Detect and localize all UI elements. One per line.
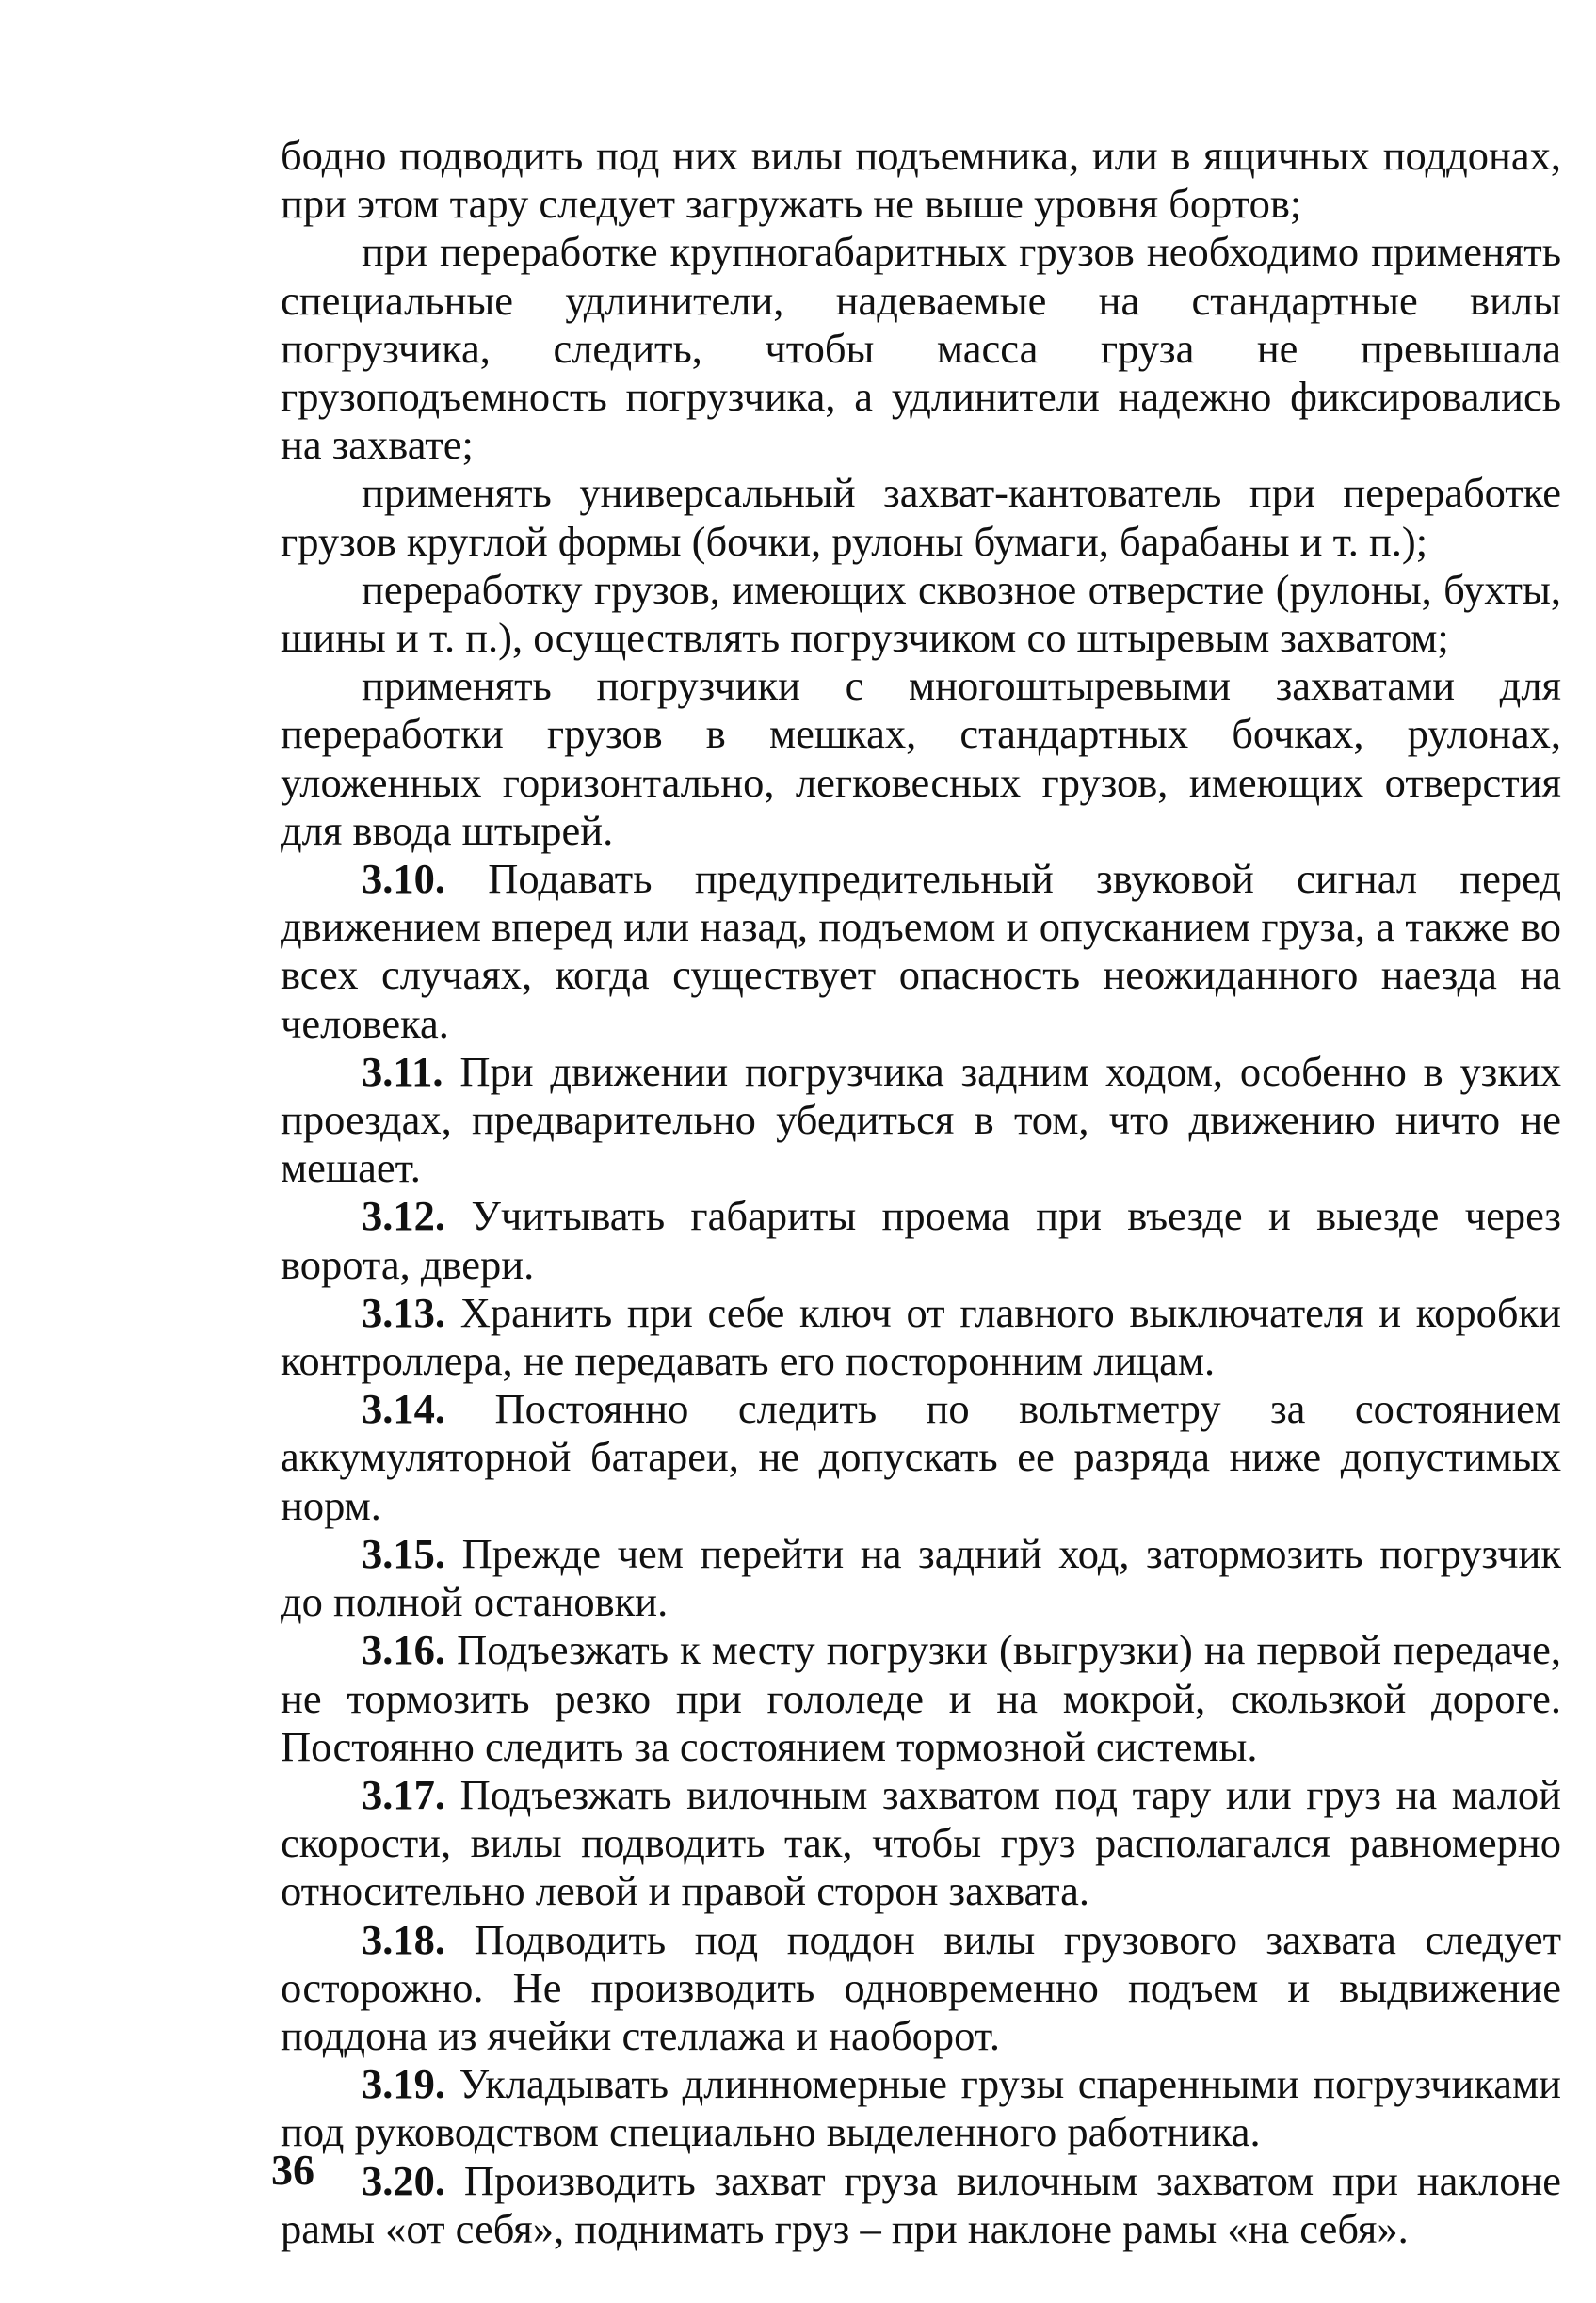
paragraph-text: Хранить при себе ключ от главного выключателя и коробки контроллера, не передавать его посторонним лицам.: [281, 1288, 1561, 1385]
paragraph-text: переработку грузов, имеющих сквозное отверстие (рулоны, бухты, шины и т. п.), осуществлять погрузчиком со штыревым захватом;: [281, 565, 1561, 662]
paragraph-3-15: [281, 1530, 1561, 1626]
paragraph-text: Укладывать длинномерные грузы спаренными погрузчиками под руководством специально выделенного работника.: [281, 2060, 1561, 2156]
clause-number: 3.19.: [362, 2060, 445, 2108]
paragraph: [281, 662, 1561, 855]
clause-number: 3.10.: [362, 855, 445, 903]
paragraph: [281, 566, 1561, 662]
paragraph-3-17: [281, 1771, 1561, 1916]
clause-number: 3.15.: [362, 1529, 445, 1577]
paragraph-text: Подъезжать вилочным захватом под тару или груз на малой скорости, вилы подводить так, чтобы груз располагался равномерно относительно левой и правой сторон захвата.: [281, 1770, 1561, 1915]
paragraph-3-13: [281, 1289, 1561, 1385]
paragraph-3-12: [281, 1192, 1561, 1288]
paragraph-text: применять погрузчики с многоштыревыми захватами для переработки грузов в мешках, стандартных бочках, рулонах, уложенных горизонтально, легковесных грузов, имеющих отверстия для ввода штырей.: [281, 662, 1561, 854]
paragraph-text: при переработке крупногабаритных грузов необходимо применять специальные удлинители, надеваемые на стандартные вилы погрузчика, следить, чтобы масса груза не превышала грузоподъемность погрузчика, а удлинители надежно фиксировались на захвате;: [281, 228, 1561, 469]
paragraph-text: Подъезжать к месту погрузки (выгрузки) на первой передаче, не тормозить резко при гололеде и на мокрой, скользкой дороге. Постоянно следить за состоянием тормозной системы.: [281, 1626, 1561, 1770]
paragraph-3-11: [281, 1048, 1561, 1193]
paragraph-text: Прежде чем перейти на задний ход, затормозить погрузчик до полной остановки.: [281, 1529, 1561, 1626]
clause-number: 3.14.: [362, 1385, 445, 1433]
paragraph-3-14: [281, 1385, 1561, 1530]
paragraph-3-16: [281, 1626, 1561, 1771]
clause-number: 3.12.: [362, 1192, 445, 1240]
paragraph: [281, 228, 1561, 469]
paragraph-3-20: [281, 2157, 1561, 2253]
clause-number: 3.11.: [362, 1047, 443, 1095]
paragraph-3-19: [281, 2060, 1561, 2156]
paragraph-3-10: [281, 855, 1561, 1048]
clause-number: 3.18.: [362, 1915, 445, 1963]
paragraph-text: Постоянно следить по вольтметру за состоянием аккумуляторной батареи, не допускать ее разряда ниже допустимых норм.: [281, 1385, 1562, 1529]
paragraph-text: применять универсальный захват-кантователь при переработке грузов круглой формы (бочки, рулоны бумаги, барабаны и т. п.);: [281, 469, 1561, 565]
paragraph-text: бодно подводить под них вилы подъемника, или в ящичных поддонах, при этом тару следует загружать не выше уровня бортов;: [281, 132, 1561, 228]
paragraph-3-18: [281, 1916, 1561, 2061]
paragraph-text: Подводить под поддон вилы грузового захвата следует осторожно. Не производить одновременно подъем и выдвижение поддона из ячейки стеллажа и наоборот.: [281, 1915, 1562, 2059]
clause-number: 3.13.: [362, 1288, 445, 1336]
paragraph-text: Подавать предупредительный звуковой сигнал перед движением вперед или назад, подъемом и опусканием груза, а также во всех случаях, когда существует опасность неожиданного наезда на человека.: [281, 855, 1561, 1047]
paragraph: [281, 132, 1561, 228]
clause-number: 3.16.: [362, 1626, 445, 1674]
clause-number: 3.20.: [362, 2156, 445, 2204]
clause-number: 3.17.: [362, 1770, 445, 1818]
paragraph-text: Производить захват груза вилочным захватом при наклоне рамы «от себя», поднимать груз – при наклоне рамы «на себя».: [281, 2156, 1562, 2252]
page-number: 36: [271, 2146, 314, 2194]
paragraph-text: Учитывать габариты проема при въезде и выезде через ворота, двери.: [281, 1192, 1562, 1288]
page-body: [281, 132, 1561, 2253]
paragraph-text: При движении погрузчика задним ходом, особенно в узких проездах, предварительно убедиться в том, что движению ничто не мешает.: [281, 1047, 1562, 1192]
paragraph: [281, 469, 1561, 565]
